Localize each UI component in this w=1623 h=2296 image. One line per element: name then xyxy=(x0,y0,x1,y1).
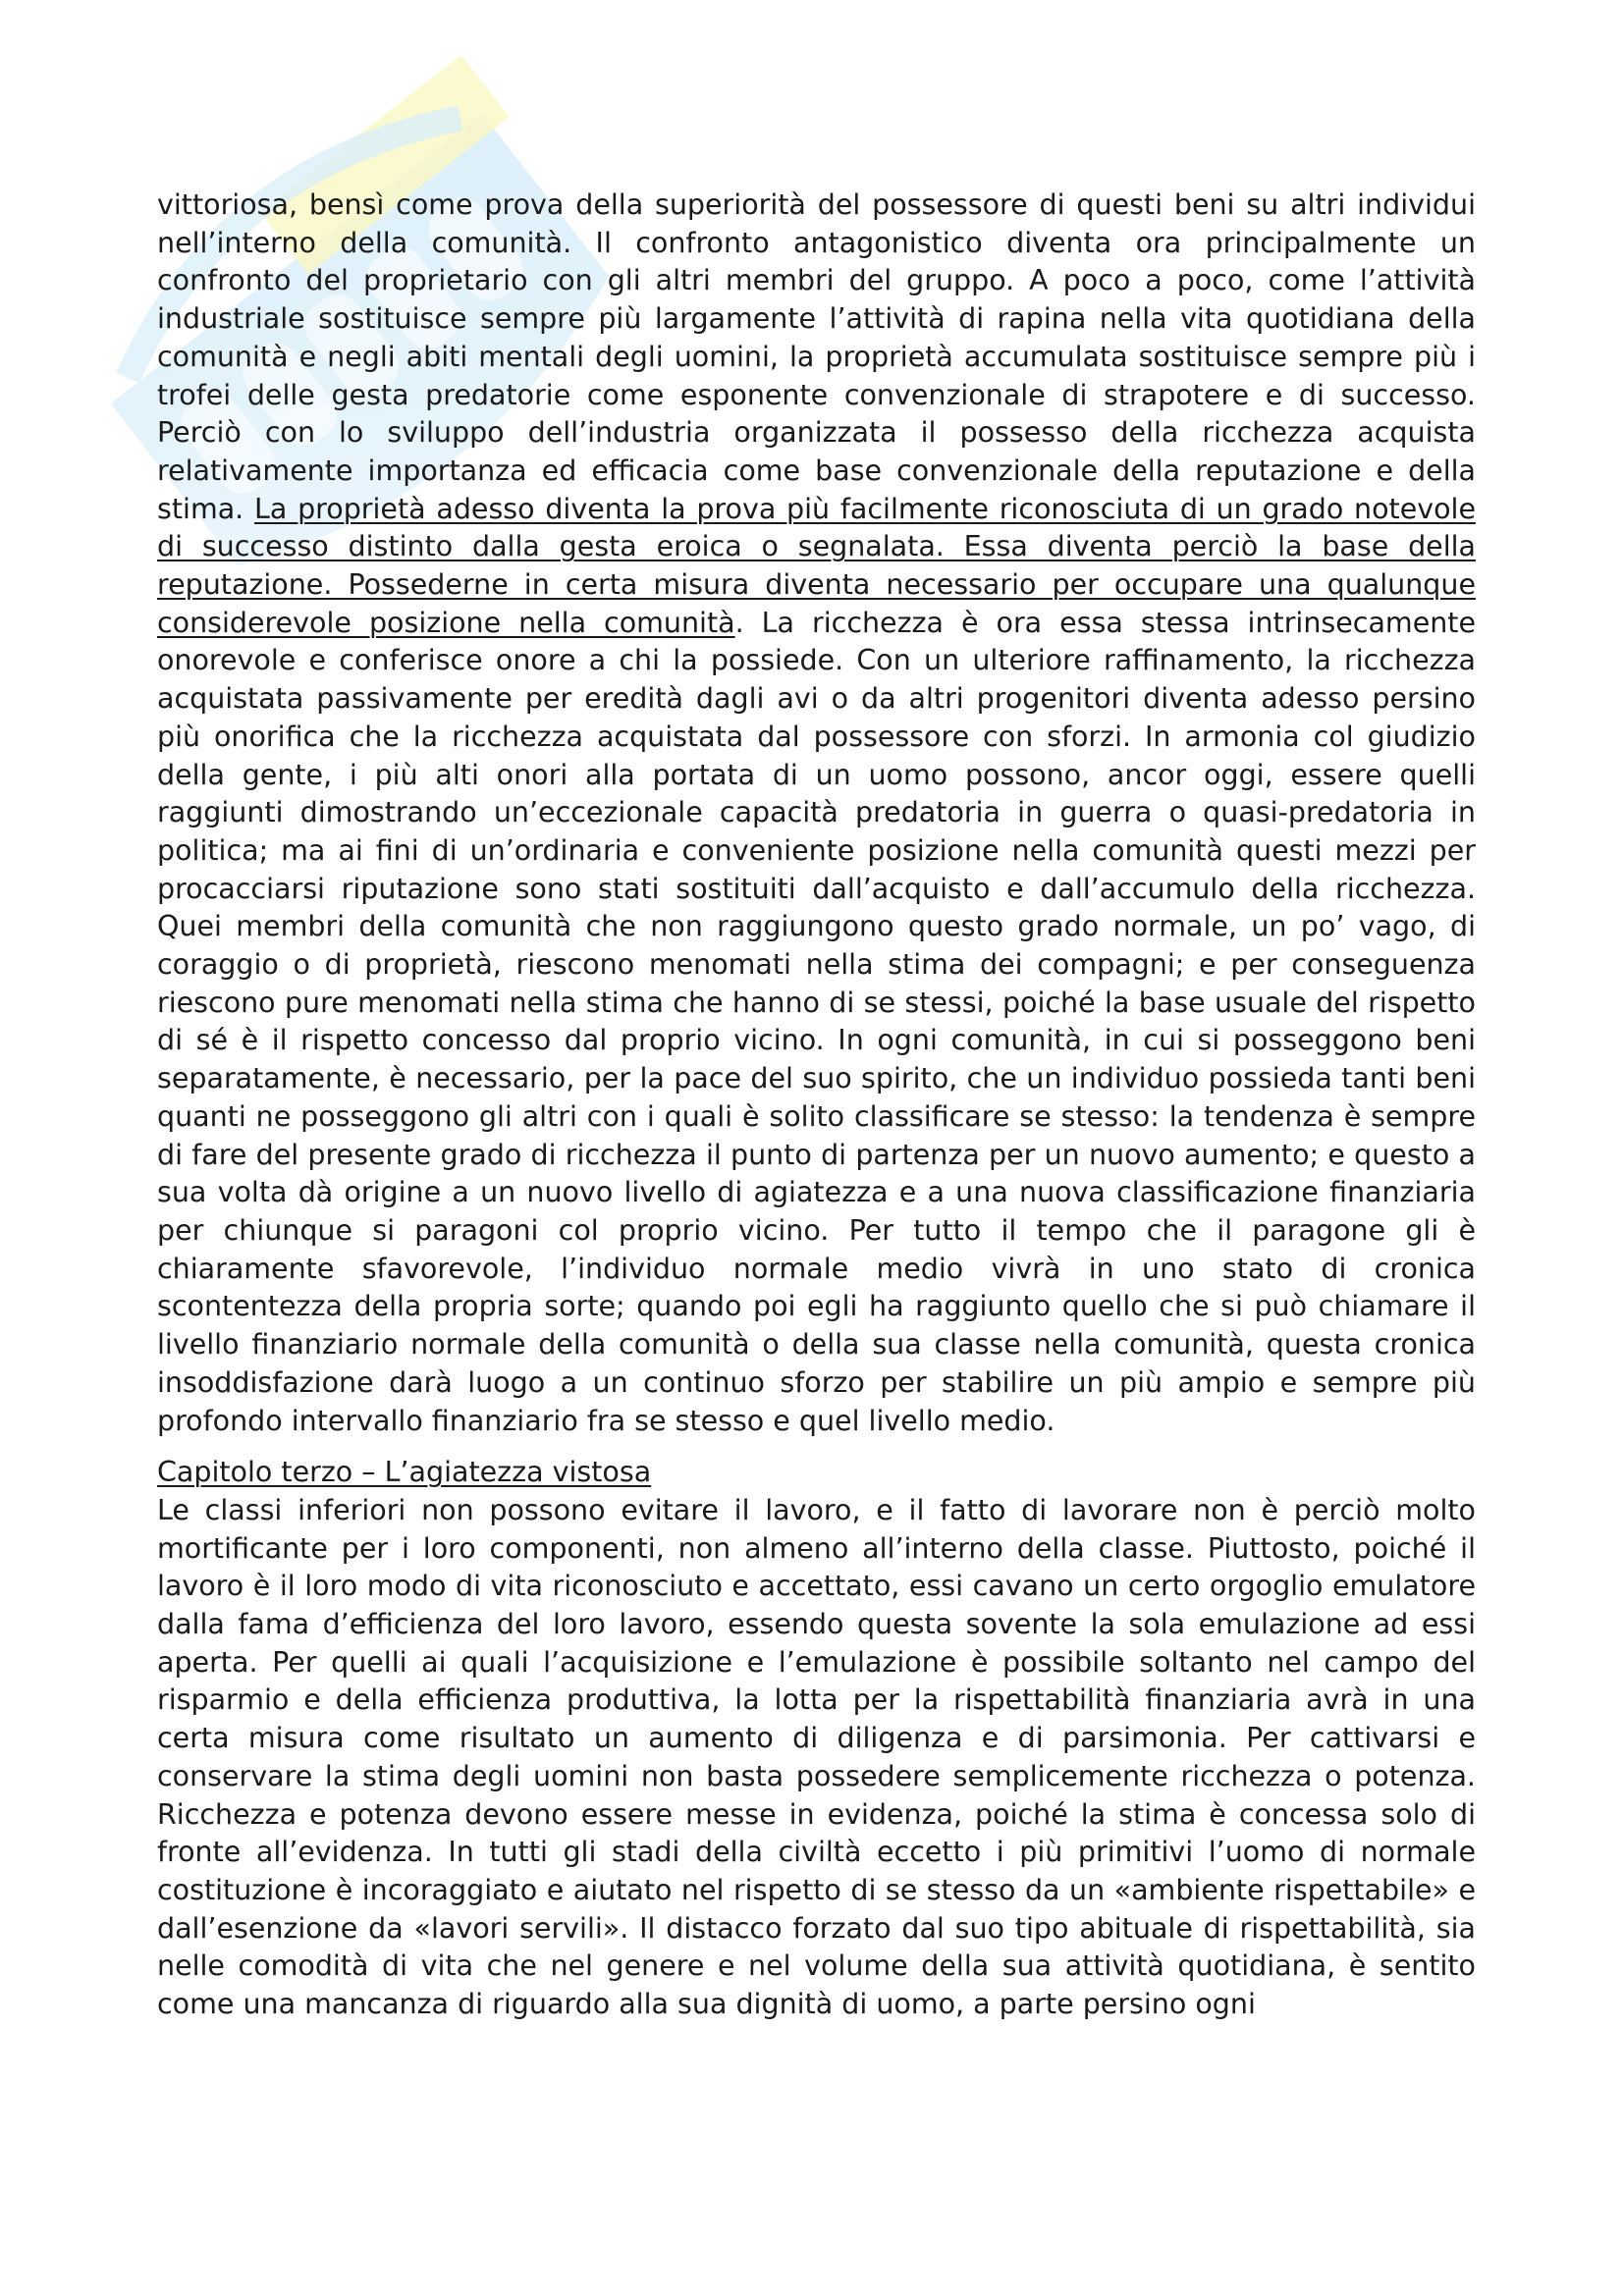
underlined-passage: La proprietà adesso diventa la prova più facilmente riconosciuta di un grado notevole di successo distinto dalla gesta eroica o segnalata. Essa diventa perciò la base della reputazione. Possederne in certa misura diventa necessario per occupare una qualunque considerevole posizione nella comunità xyxy=(157,492,1476,639)
paragraph-text: vittoriosa, bensì come prova della superiorità del possessore di questi beni su altri individui nell’interno della comunità. Il confronto antagonistico diventa ora principalmente un confronto del proprietario con gli altri membri del gruppo. A poco a poco, come l’attività industriale sostituisce sempre più largamente l’attività di rapina nella vita quotidiana della comunità e negli abiti mentali degli uomini, la proprietà accumulata sostituisce sempre più i trofei delle gesta predatorie come esponente convenzionale di strapotere e di successo. Perciò con lo sviluppo dell’industria organizzata il possesso della ricchezza acquista relativamente importanza ed efficacia come base convenzionale della reputazione e della stima. xyxy=(157,188,1476,525)
document-body xyxy=(157,187,1476,2024)
body-paragraph: Le classi inferiori non possono evitare il lavoro, e il fatto di lavorare non è perciò molto mortificante per i loro componenti, non almeno all’interno della classe. Piuttosto, poiché il lavoro è il loro modo di vita riconosciuto e accettato, essi cavano un certo orgoglio emulatore dalla fama d’efficienza del loro lavoro, essendo questa sovente la sola emulazione ad essi aperta. Per quelli ai quali l’acquisizione e l’emulazione è possibile soltanto nel campo del risparmio e della efficienza produttiva, la lotta per la rispettabilità finanziaria avrà in una certa misura come risultato un aumento di diligenza e di parsimonia. Per cattivarsi e conservare la stima degli uomini non basta possedere semplicemente ricchezza o potenza. Ricchezza e potenza devono essere messe in evidenza, poiché la stima è concessa solo di fronte all’evidenza. In tutti gli stadi della civiltà eccetto i più primitivi l’uomo di normale costituzione è incoraggiato e aiutato nel rispetto di se stesso da un «ambiente rispettabile» e dall’esenzione da «lavori servili». Il distacco forzato dal suo tipo abituale di rispettabilità, sia nelle comodità di vita che nel genere e nel volume della sua attività quotidiana, è sentito come una mancanza di riguardo alla sua dignità di uomo, a parte persino ogni xyxy=(157,1493,1476,2021)
paragraph-text-continued: . La ricchezza è ora essa stessa intrinsecamente onorevole e conferisce onore a chi la possiede. Con un ulteriore raffinamento, la ricchezza acquistata passivamente per eredità dagli avi o da altri progenitori diventa adesso persino più onorifica che la ricchezza acquistata dal possessore con sforzi. In armonia col giudizio della gente, i più alti onori alla portata di un uomo possono, ancor oggi, essere quelli raggiunti dimostrando un’eccezionale capacità predatoria in guerra o quasi-predatoria in politica; ma ai fini di un’ordinaria e conveniente posizione nella comunità questi mezzi per procacciarsi riputazione sono stati sostituiti dall’acquisto e dall’accumulo della ricchezza. Quei membri della comunità che non raggiungono questo grado normale, un po’ vago, di coraggio o di proprietà, riescono menomati nella stima dei compagni; e per conseguenza riescono pure menomati nella stima che hanno di se stessi, poiché la base usuale del rispetto di sé è il rispetto concesso dal proprio vicino. In ogni comunità, in cui si posseggono beni separatamente, è necessario, per la pace del suo spirito, che un individuo possieda tanti beni quanti ne posseggono gli altri con i quali è solito classificare se stesso: la tendenza è sempre di fare del presente grado di ricchezza il punto di partenza per un nuovo aumento; e questo a sua volta dà origine a un nuovo livello di agiatezza e a una nuova classificazione finanziaria per chiunque si paragoni col proprio vicino. Per tutto il tempo che il paragone gli è chiaramente sfavorevole, l’individuo normale medio vivrà in uno stato di cronica scontentezza della propria sorte; quando poi egli ha raggiunto quello che si può chiamare il livello finanziario normale della comunità o della sua classe nella comunità, questa cronica insoddisfazione darà luogo a un continuo sforzo per stabilire un più ampio e sempre più profondo intervallo finanziario fra se stesso e quel livello medio. xyxy=(157,606,1476,1437)
body-paragraph xyxy=(157,187,1476,1440)
section-heading: Capitolo terzo – L’agiatezza vistosa xyxy=(157,1456,652,1489)
